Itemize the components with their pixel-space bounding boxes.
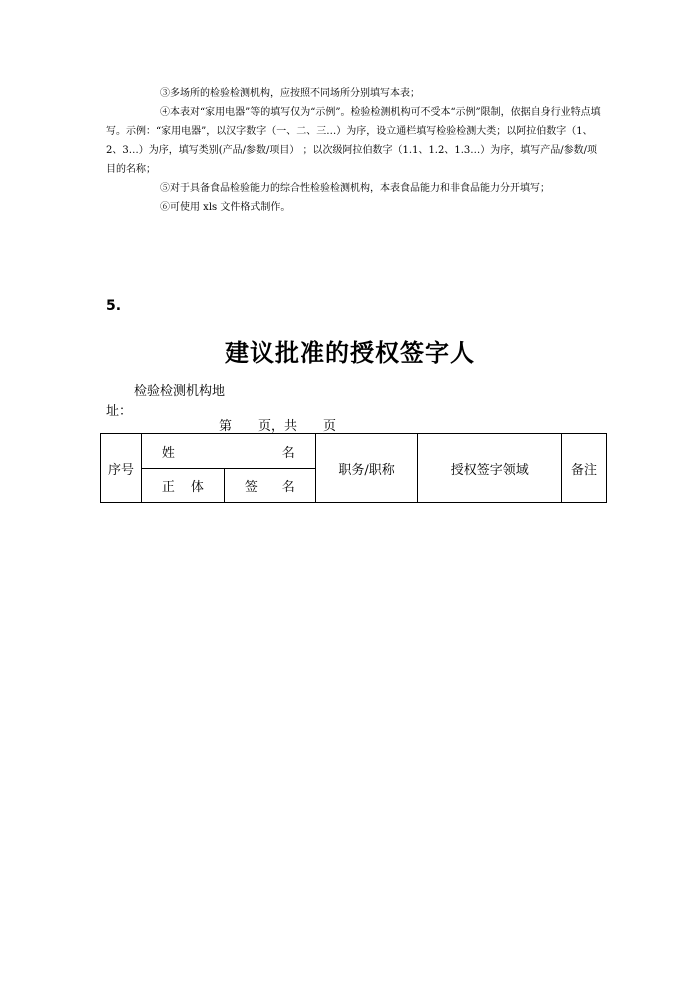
note-6: ⑥可使用 xls 文件格式制作。 [160,202,291,213]
address-label-line2: 址： [106,404,133,419]
header-print-name [141,469,224,503]
header-name-right: 名 [281,445,295,461]
note-3: ③多场所的检验检测机构，应按照不同场所分别填写本表； [160,88,420,99]
signatory-table [100,433,607,503]
header-sign-left: 签 [244,480,258,495]
section-number: 5. [106,298,122,314]
header-print-right: 体 [190,480,204,495]
header-sign-right: 名 [281,480,295,495]
header-field: 授权签字领域 [418,434,562,503]
page-title: 建议批准的授权签字人 [225,338,475,367]
header-position: 职务/职称 [315,434,418,503]
instruction-notes [106,84,602,217]
header-print-left: 正 [161,480,175,495]
note-4: ④本表对“家用电器”等的填写仅为“示例”。检验检测机构可不受本“示例”限制，依据自身行业特点填写。示例：“家用电器”，以汉字数字（一、二、三…）为序，设立通栏填写检验检测大类；以阿拉伯数字（1、2、3…）为序，填写类别(产品/参数/项目） ；以次级阿拉伯数字（1.1、1.2、1.3…）为序，填写产品/参数/项目的名称； [106,107,601,175]
note-5: ⑤对于具备食品检验能力的综合性检验检测机构，本表食品能力和非食品能力分开填写； [160,183,550,194]
header-signature [224,469,315,503]
header-remark: 备注 [562,434,607,503]
header-name-left: 姓 [161,445,175,461]
page-info: 第 页，共 页 [219,419,337,434]
header-seq: 序号 [101,434,142,503]
header-name [141,434,315,469]
address-label-line1: 检验检测机构地 [134,384,226,399]
